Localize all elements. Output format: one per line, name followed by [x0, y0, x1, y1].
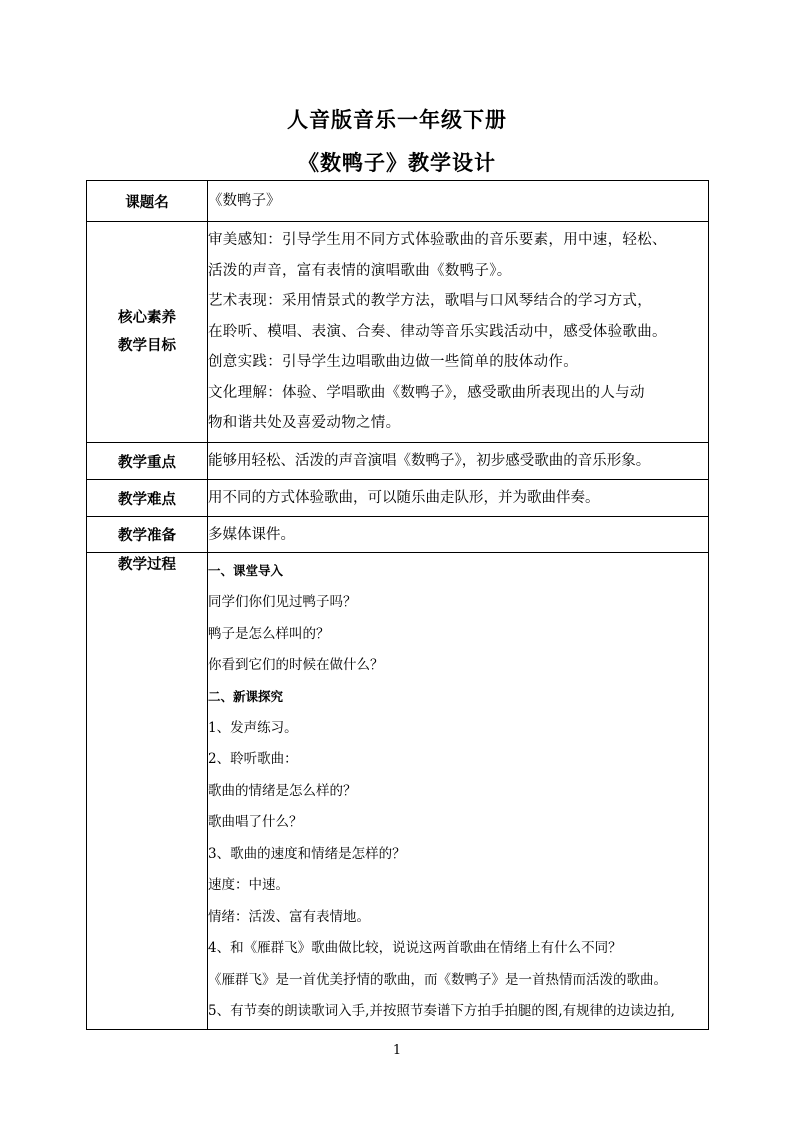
difficulties-label: 教学难点	[87, 480, 208, 517]
table-row-process	[87, 553, 709, 1030]
table-row-key-points	[87, 443, 709, 480]
core-goals-label	[87, 222, 208, 443]
process-line: 2、聆听歌曲：	[208, 751, 298, 767]
process-content	[208, 553, 709, 1030]
process-line: 同学们你们见过鸭子吗？	[208, 594, 357, 610]
document-subtitle: 《数鸭子》教学设计	[298, 150, 496, 175]
goal-line: 文化理解：体验、学唱歌曲《数鸭子》，感受歌曲所表现出的人与动	[208, 384, 645, 401]
table-row-difficulties	[87, 480, 709, 517]
process-line: 3、歌曲的速度和情绪是怎样的？	[208, 845, 406, 862]
process-label: 教学过程	[87, 553, 208, 1030]
page-number: 1	[392, 1043, 402, 1058]
goal-line: 在聆听、模唱、表演、合奏、律动等音乐实践活动中，感受体验歌曲。	[208, 323, 667, 340]
key-points-label: 教学重点	[87, 443, 208, 480]
lesson-name-label: 课题名	[87, 181, 208, 222]
table-row-lesson-name	[87, 181, 709, 222]
process-line: 4、和《雁群飞》歌曲做比较，说说这两首歌曲在情绪上有什么不同？	[208, 940, 622, 956]
document-title: 人音版音乐一年级下册	[287, 107, 507, 132]
process-line: 《雁群飞》是一首优美抒情的歌曲，而《数鸭子》是一首热情而活泼的歌曲。	[208, 971, 667, 988]
core-goals-content	[208, 222, 709, 443]
lesson-plan-table	[86, 180, 709, 1030]
goal-line: 艺术表现：采用情景式的教学方法，歌唱与口风琴结合的学习方式，	[208, 293, 652, 310]
process-section-heading: 一、课堂导入	[208, 563, 284, 578]
preparation-value: 多媒体课件。	[208, 517, 709, 553]
preparation-label: 教学准备	[87, 517, 208, 553]
core-goals-label-line2: 教学目标	[118, 337, 176, 354]
process-line: 速度：中速。	[208, 877, 289, 893]
table-row-core-goals	[87, 222, 709, 443]
process-line: 5、有节奏的朗读歌词入手,并按照节奏谱下方拍手拍腿的图,有规律的边读边拍,	[208, 1003, 675, 1019]
core-goals-label-line1: 核心素养	[118, 309, 176, 326]
lesson-name-value: 《数鸭子》	[208, 181, 709, 222]
process-line: 鸭子是怎么样叫的？	[208, 625, 330, 642]
process-line: 1、发声练习。	[208, 719, 298, 736]
difficulties-value: 用不同的方式体验歌曲，可以随乐曲走队形，并为歌曲伴奏。	[208, 480, 709, 517]
goal-line: 审美感知：引导学生用不同方式体验歌曲的音乐要素，用中速，轻松、	[208, 232, 667, 249]
process-lines	[208, 553, 708, 1029]
process-line: 歌曲唱了什么？	[208, 814, 303, 830]
table-row-preparation	[87, 517, 709, 553]
process-line: 歌曲的情绪是怎么样的？	[208, 782, 357, 799]
process-line: 你看到它们的时候在做什么？	[208, 657, 384, 673]
goal-line: 创意实践：引导学生边唱歌曲边做一些简单的肢体动作。	[208, 354, 578, 371]
process-section-heading: 二、新课探究	[208, 688, 284, 704]
process-line: 情绪：活泼、富有表情地。	[208, 908, 370, 925]
goal-line: 活泼的声音，富有表情的演唱歌曲《数鸭子》。	[208, 262, 512, 279]
goal-line: 物和谐共处及喜爱动物之情。	[208, 415, 401, 432]
key-points-value: 能够用轻松、活泼的声音演唱《数鸭子》，初步感受歌曲的音乐形象。	[208, 443, 709, 480]
